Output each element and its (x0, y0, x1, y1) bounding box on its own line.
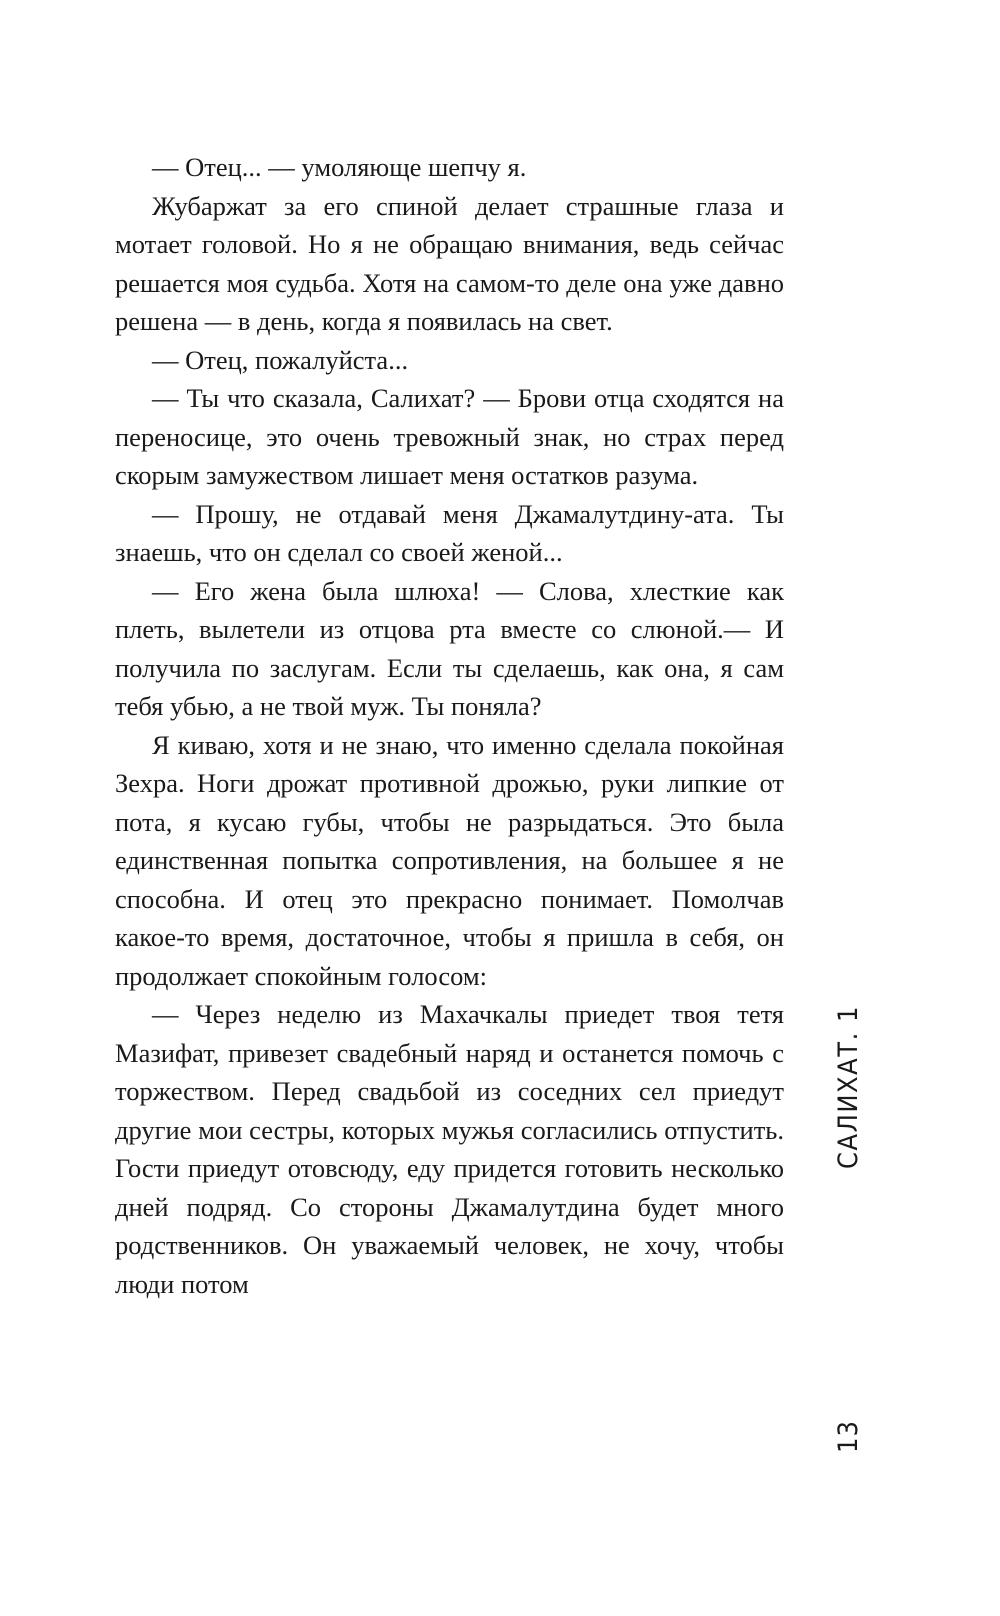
paragraph-1: — Отец... — умоляюще шепчу я. (152, 152, 527, 182)
paragraph-4: — Ты что сказала, Салихат? — Брови отца сходятся на переносице, это очень тревожный знак, но страх перед скорым замужеством лишает меня остатков разума. (115, 383, 784, 490)
paragraph-5: — Прошу, не отдавай меня Джамалутдину-ата. Ты знаешь, что он сделал со своей женой... (115, 498, 784, 567)
paragraph-3: — Отец, пожалуйста... (152, 344, 409, 375)
running-head: САЛИХАТ. 1 (833, 1005, 864, 1169)
paragraph-8: — Через неделю из Махачкалы приедет твоя тетя Мазифат, привезет свадебный наряд и останется помочь с торжеством. Перед свадьбой из соседних сел приедут другие мои сестры, которых мужья согласились отпустить. Гости приедут отовсюду, еду придется готовить несколько дней подряд. Со стороны Джамалутдина будет много родственников. Он уважаемый человек, не хочу, чтобы люди потом (115, 999, 784, 1299)
page-number: 13 (833, 1420, 864, 1453)
paragraph-7: Я киваю, хотя и не знаю, что именно сделала покойная Зехра. Ноги дрожат противной дрожью, руки липкие от пота, я кусаю губы, чтобы не разрыдаться. Это была единственная попытка сопротивления, на большее я не способна. И отец это прекрасно понимает. Помолчав какое-то время, достаточное, чтобы я пришла в себя, он продолжает спокойным голосом: (115, 729, 784, 991)
paragraph-2: Жубаржат за его спиной делает страшные глаза и мотает головой. Но я не обращаю внимания, ведь сейчас решается моя судьба. Хотя на самом-то деле она уже давно решена — в день, когда я появилась на свет. (115, 190, 784, 336)
body-text (115, 148, 784, 1303)
paragraph-6: — Его жена была шлюха! — Слова, хлесткие как плеть, вылетели из отцова рта вместе со слюной.— И получила по заслугам. Если ты сделаешь, как она, я сам тебя убью, а не твой муж. Ты поняла? (115, 575, 784, 721)
